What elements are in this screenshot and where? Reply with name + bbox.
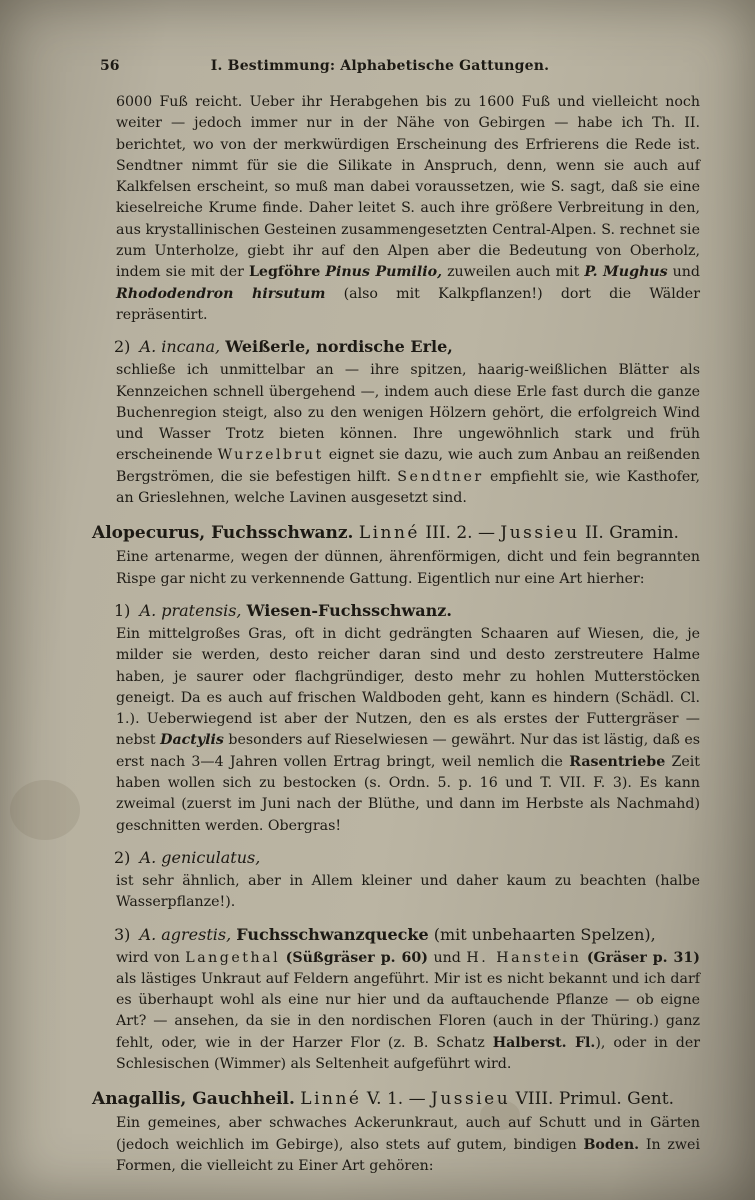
- species-german-name: Wiesen-Fuchsschwanz.: [246, 600, 452, 620]
- incana-paragraph: [92, 360, 700, 509]
- page-number: 56: [100, 58, 120, 74]
- latin-pinus-pumilio: Pinus Pumilio,: [325, 264, 443, 281]
- species-german-name: Weißerle, nordische Erle,: [225, 337, 453, 357]
- page-header: [100, 58, 660, 82]
- genus-name: Anagallis, Gauchheil.: [92, 1089, 295, 1110]
- term-rasentriebe: Rasentriebe: [569, 753, 666, 770]
- species-latin-name: A. pratensis,: [139, 600, 242, 620]
- intro-und: und: [672, 264, 701, 281]
- running-head: I. Bestimmung: Alphabetische Gattungen.: [210, 58, 550, 74]
- intro-text: 6000 Fuß reicht. Ueber ihr Herabgehen bis zu 1600 Fuß und vielleicht noch weiter — jedoch immer nur in der Nähe von Gebirgen — habe ich Th. II. berichtet, wo von der merkwürdigen Erscheinung des Erfrierens die Rede ist. Sendtner nimmt für sie die Silikate in Anspruch, denn, wenn sie auch auf Kalkfelsen erscheint, so muß man dabei voraussetzen, wie S. sagt, daß sie eine kieselreiche Krume finde. Daher leitet S. auch ihre größere Verbreitung in den, aus krystallinischen Gesteinen zusammengesetzten Central-Alpen. S. rechnet sie zum Unterholze, giebt ihr auf den Alpen aber die Bedeutung von Oberholz, indem sie mit der: [116, 94, 700, 281]
- pratensis-text-2: besonders auf Rieselwiesen — gewährt. Nur das ist lästig, daß es erst nach 3—4 Jahren vollen Ertrag bringt, weil nemlich die: [116, 732, 700, 770]
- anagallis-text: Ein gemeines, aber schwaches Ackerunkraut, auch auf Schutt und in Gärten (jedoch weichlich im Gebirge), also stets auf gutem, bindigen: [116, 1115, 700, 1153]
- species-number: 3): [114, 924, 131, 944]
- term-boden: Boden.: [583, 1136, 640, 1153]
- agrestis-text: wird von: [116, 949, 180, 966]
- linne-class: III. 2. —: [425, 523, 495, 544]
- jussieu-label: Jussieu: [500, 523, 580, 544]
- pratensis-text: Ein mittelgroßes Gras, oft in dicht gedrängten Schaaren auf Wiesen, die, je milder sie werden, desto reicher daran sind und desto zerstreutere Halme haben, je saurer oder flachgründiger, desto mehr zu hohlen Mutterstöcken geneigt. Da es auch auf frischen Waldboden geht, kann es hindern (Schädl. Cl. 1.). Ueberwiegend ist aber der Nutzen, den es als erstes der Futtergräser — nebst: [116, 625, 700, 749]
- species-number: 2): [114, 847, 131, 867]
- reference-suessgraeser: (Süßgräser p. 60): [285, 949, 428, 966]
- latin-rhododendron: Rhododendron hirsutum: [116, 285, 326, 302]
- linne-class: V. 1. —: [366, 1089, 426, 1110]
- agrestis-text-2: als lästiges Unkraut auf Feldern angeführt. Mir ist es nicht bekannt und ich darf es überhaupt wohl als eine nur hier und da auftauchende Pflanze — ob eigne Art? — ansehen, da sie in den nordischen Floren (auch in der Thüring.) ganz fehlt, oder, wie in der Harzer Flor (z. B. Schatz: [116, 970, 700, 1051]
- genus-heading-alopecurus: [92, 521, 700, 545]
- geniculatus-paragraph: ist sehr ähnlich, aber in Allem kleiner und daher kaum zu beachten (halbe Wasserpflanze!).: [116, 872, 700, 911]
- pratensis-text-3: Zeit haben wollen sich zu bestocken (s. Ordn. 5. p. 16 und T. VII. F. 3). Es kann zweimal (zuerst im Juni nach der Blüthe, und dann im Herbste als Nachmahd) geschnitten werden. Obergras!: [116, 753, 701, 834]
- species-german-name: Fuchsschwanzquecke: [236, 924, 429, 944]
- species-number: 2): [114, 337, 131, 357]
- intro-paragraph: [92, 92, 700, 326]
- genus-name: Alopecurus, Fuchsschwanz.: [92, 523, 354, 544]
- author-hanstein: H. Hanstein: [466, 949, 582, 966]
- species-heading-incana: [114, 336, 700, 358]
- species-latin-name: A. incana,: [139, 337, 221, 357]
- author-sendtner: Sendtner: [397, 468, 484, 485]
- agrestis-und: und: [433, 949, 461, 966]
- linne-label: Linné: [358, 523, 420, 544]
- reference-graeser: (Gräser p. 31): [586, 949, 700, 966]
- pratensis-paragraph: [92, 624, 700, 837]
- species-heading-agrestis: [114, 924, 700, 946]
- incana-text-3: empfiehlt sie, wie Kasthofer, an Grieslehnen, welche Lavinen ausgesetzt sind.: [116, 468, 700, 507]
- paper-stain: [10, 780, 80, 840]
- page-body: [92, 92, 700, 1177]
- reference-halberst: Halberst. Fl.: [492, 1034, 596, 1051]
- intro-end-text: (also mit Kalkpflanzen!) dort die Wälder repräsentirt.: [116, 285, 700, 323]
- latin-p-mughus: P. Mughus: [584, 264, 668, 281]
- jussieu-label: Jussieu: [431, 1089, 511, 1110]
- intro-mid-text: zuweilen auch mit: [447, 264, 580, 281]
- species-latin-name: A. agrestis,: [139, 924, 232, 944]
- jussieu-class: II. Gramin.: [584, 523, 679, 544]
- anagallis-paragraph: [92, 1113, 700, 1177]
- species-number: 1): [114, 600, 131, 620]
- anagallis-text-2: In zwei Formen, die vielleicht zu Einer Art gehören:: [116, 1136, 700, 1174]
- genus-heading-anagallis: [92, 1087, 700, 1111]
- latin-dactylis: Dactylis: [160, 732, 224, 749]
- species-heading-geniculatus: [114, 847, 700, 869]
- incana-text: schließe ich unmittelbar an — ihre spitzen, haarig-weißlichen Blätter als Kennzeichen schnell übergehend —, indem auch diese Erle fast durch die ganze Buchenregion steigt, also zu den wenigen Hölzern gehört, die erfolgreich Wind und Wasser Trotz bieten können. Ihre ungewöhnlich stark und früh erscheinende: [116, 362, 700, 464]
- linne-label: Linné: [300, 1089, 362, 1110]
- species-latin-name: A. geniculatus,: [139, 847, 261, 867]
- species-note: (mit unbehaarten Spelzen),: [433, 924, 656, 944]
- incana-text-2: eignet sie dazu, wie auch zum Anbau an reißenden Bergströmen, die sie befestigen hilft.: [116, 447, 701, 485]
- term-wurzelbrut: Wurzelbrut: [217, 447, 324, 464]
- species-heading-pratensis: [114, 600, 700, 622]
- alopecurus-description: Eine artenarme, wegen der dünnen, ährenförmigen, dicht und fein begrannten Rispe gar nicht zu verkennende Gattung. Eigentlich nur eine Art hierher:: [116, 549, 700, 587]
- author-langethal: Langethal: [185, 949, 281, 966]
- term-legfoehre: Legföhre: [248, 264, 321, 281]
- jussieu-class: VIII. Primul. Gent.: [515, 1089, 674, 1110]
- agrestis-text-3: ), oder in der Schlesischen (Wimmer) als Seltenheit aufgeführt wird.: [116, 1034, 700, 1072]
- agrestis-paragraph: [92, 948, 700, 1076]
